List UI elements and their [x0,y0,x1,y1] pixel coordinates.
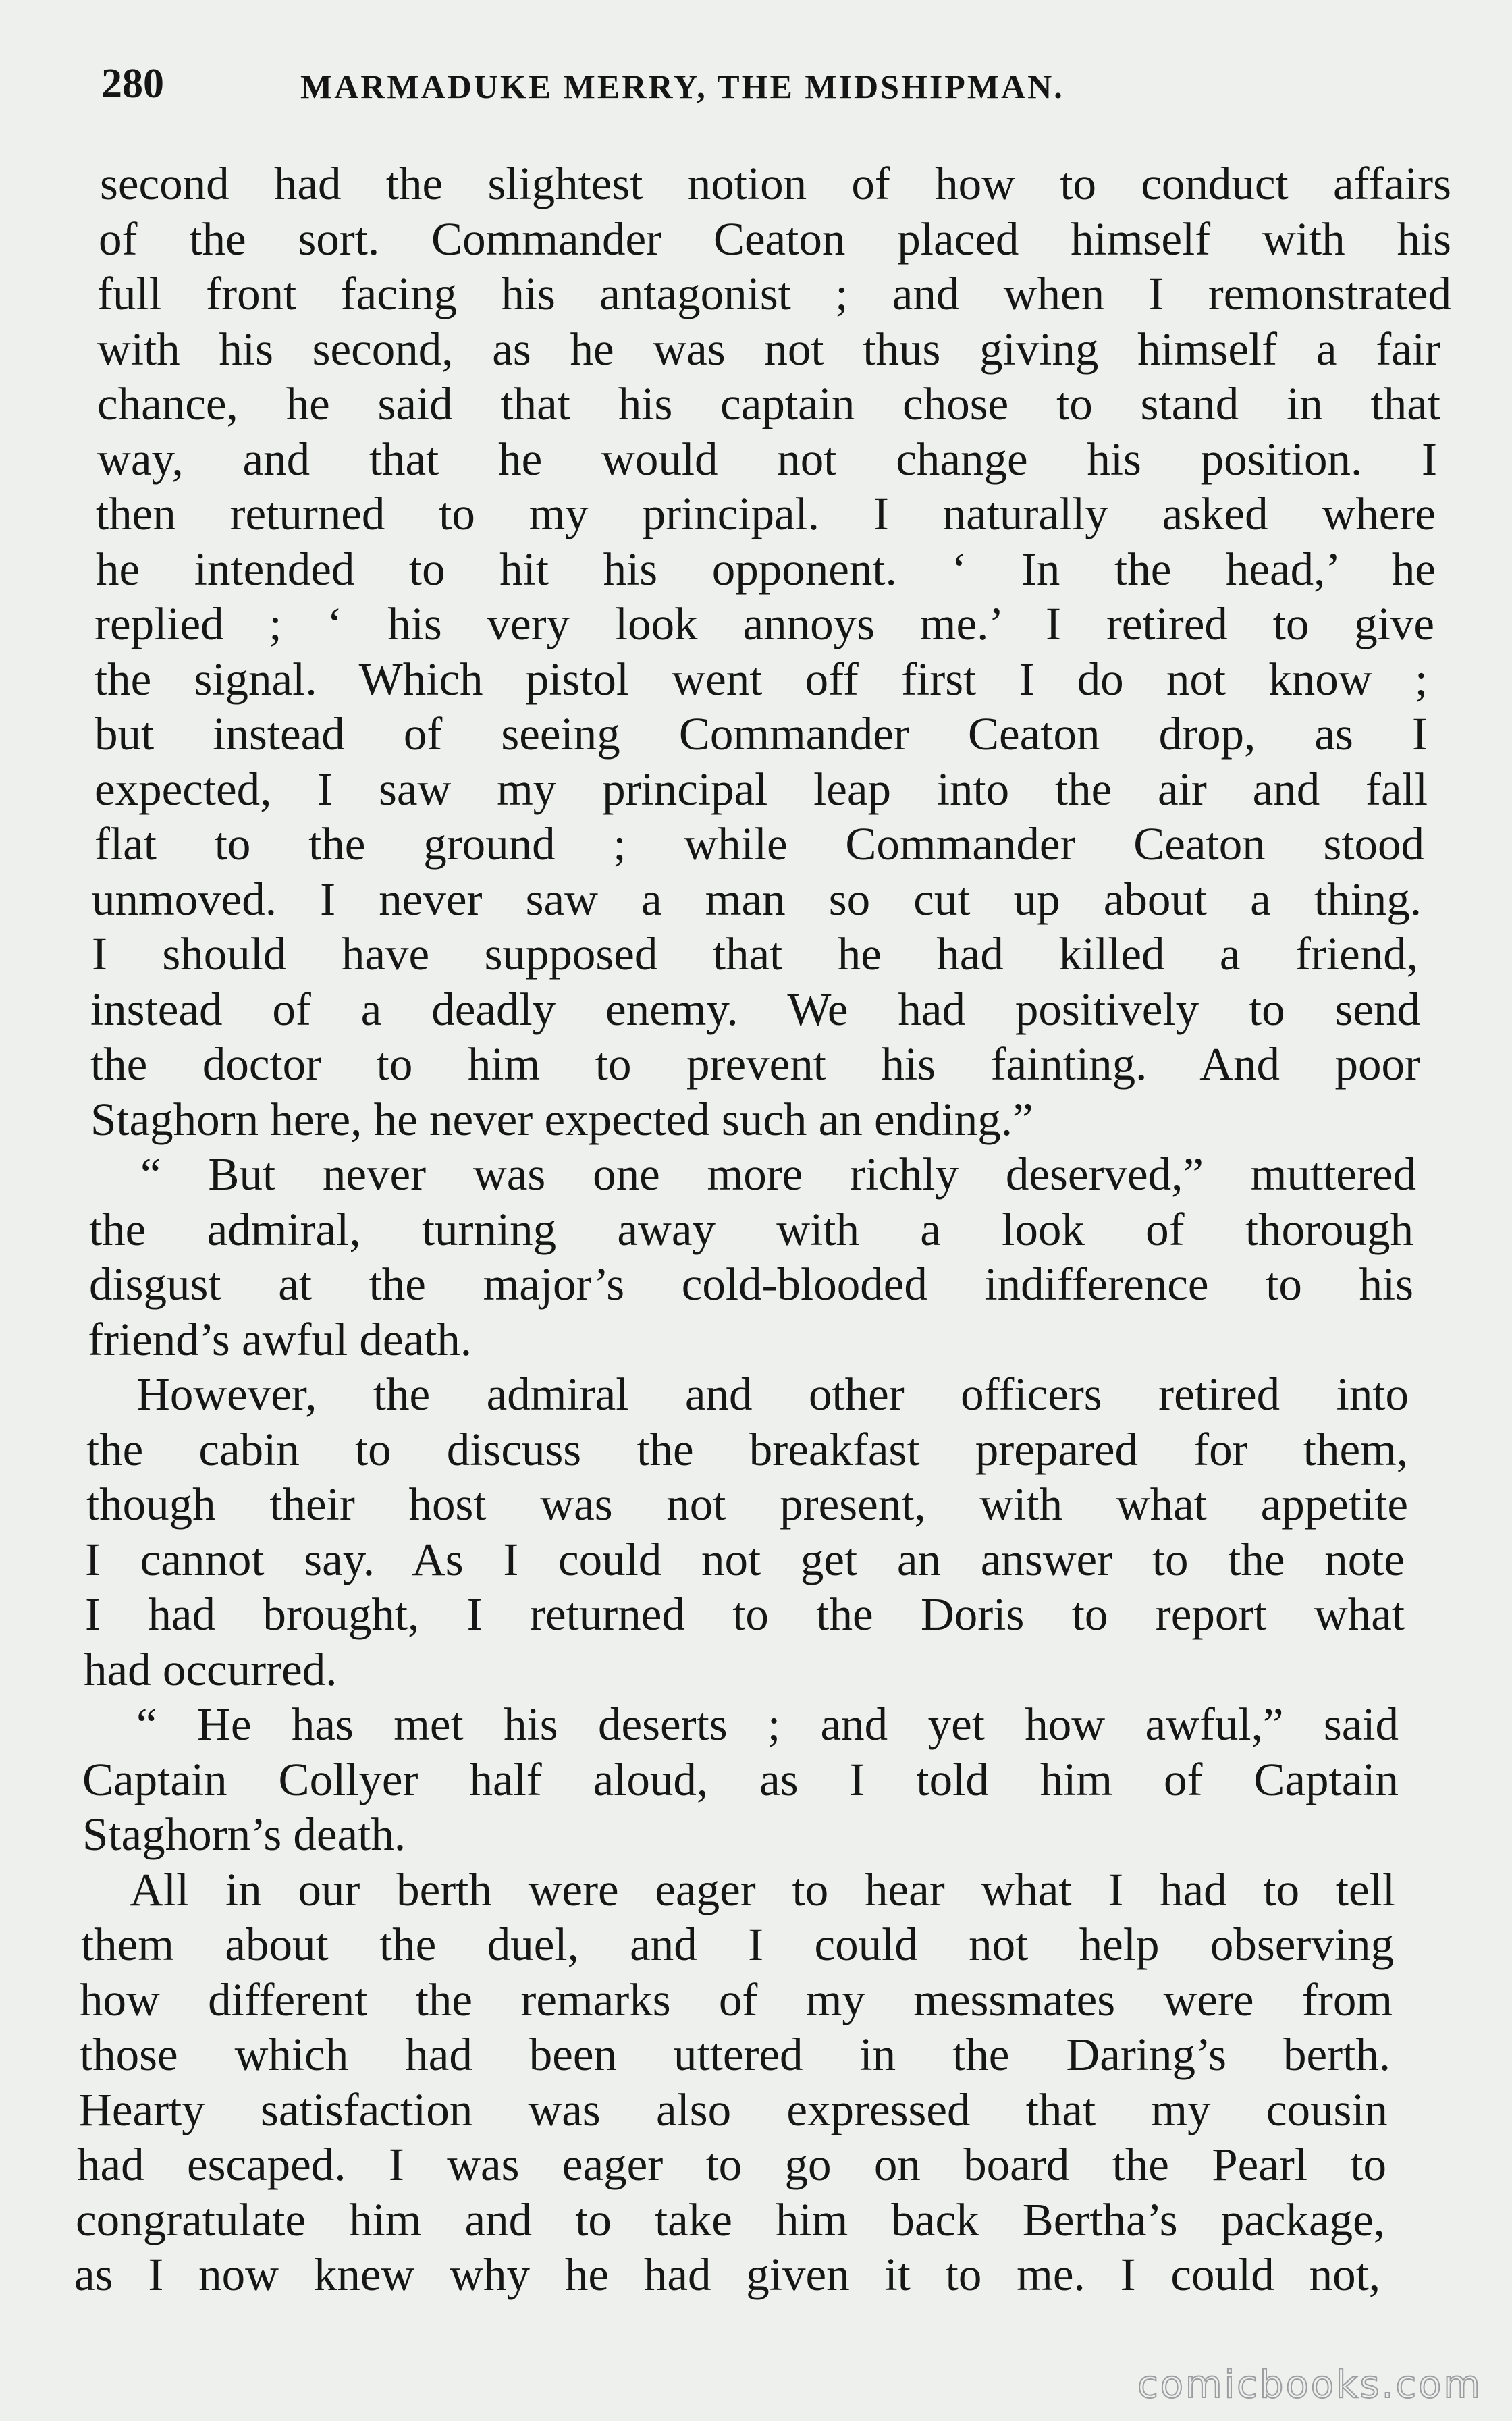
text-line: those which had been uttered in the Daring’s berth. [80,2029,1390,2080]
text-line: them about the duel, and I could not help observing [81,1919,1394,1970]
text-line: friend’s awful death. [88,1313,473,1365]
page-number: 280 [101,61,164,107]
text-line: the cabin to discuss the breakfast prepared for them, [86,1423,1408,1475]
text-line: However, the admiral and other officers retired into [136,1368,1409,1420]
text-line: congratulate him and to take him back Bertha’s package, [76,2193,1385,2245]
text-line: expected, I saw my principal leap into the air and fall [94,763,1428,815]
text-line: I should have supposed that he had killed a friend, [92,928,1418,980]
running-title: MARMADUKE MERRY, THE MIDSHIPMAN. [300,68,1064,105]
text-line: the admiral, turning away with a look of thorough [89,1203,1413,1255]
text-line: full front facing his antagonist ; and when I remonstrated [97,268,1451,319]
text-line: “ He has met his deserts ; and yet how awful,” said [136,1699,1399,1750]
text-line: instead of a deadly enemy. We had positively to send [90,983,1420,1035]
text-line: had occurred. [84,1643,338,1695]
watermark: comicbooks.com [1137,2363,1482,2407]
text-line: chance, he said that his captain chose to stand in that [97,378,1440,429]
text-line: I had brought, I returned to the Doris to report what [85,1589,1405,1640]
text-line: I cannot say. As I could not get an answer to the note [85,1533,1405,1585]
text-line: flat to the ground ; while Commander Ceaton stood [94,818,1424,870]
text-line: disgust at the major’s cold-blooded indifference to his [89,1258,1413,1310]
text-line: All in our berth were eager to hear what I had to tell [130,1863,1395,1915]
text-line: unmoved. I never saw a man so cut up about a thing. [92,873,1422,925]
text-line: second had the slightest notion of how to conduct affairs [100,158,1451,209]
text-line: the doctor to him to prevent his fainting. And poor [90,1038,1420,1090]
text-line: replied ; ‘ his very look annoys me.’ I retired to give [94,598,1434,649]
text-line: though their host was not present, with what appetite [86,1479,1408,1530]
text-line: with his second, as he was not thus giving himself a fair [97,323,1440,375]
text-line: he intended to hit his opponent. ‘ In the head,’ he [96,543,1436,595]
text-line: of the sort. Commander Ceaton placed himself with his [99,213,1451,265]
text-line: “ But never was one more richly deserved,” muttered [140,1148,1416,1200]
text-line: Hearty satisfaction was also expressed that my cousin [78,2083,1388,2135]
text-line: but instead of seeing Commander Ceaton drop, as I [94,708,1428,760]
text-line: how different the remarks of my messmates were from [80,1973,1393,2025]
text-line: way, and that he would not change his position. I [97,433,1437,485]
text-line: had escaped. I was eager to go on board the Pearl to [77,2139,1386,2190]
text-line: then returned to my principal. I naturally asked where [96,488,1436,539]
text-line: Staghorn here, he never expected such an ending.” [90,1093,1033,1145]
text-line: Captain Collyer half aloud, as I told him of Captain [82,1753,1399,1805]
text-line: the signal. Which pistol went off first I do not know ; [94,653,1428,705]
body-text [74,157,1451,2303]
text-line: as I now knew why he had given it to me. I could not, [74,2249,1380,2300]
page-header [101,57,1438,117]
text-line: Staghorn’s death. [82,1809,406,1860]
